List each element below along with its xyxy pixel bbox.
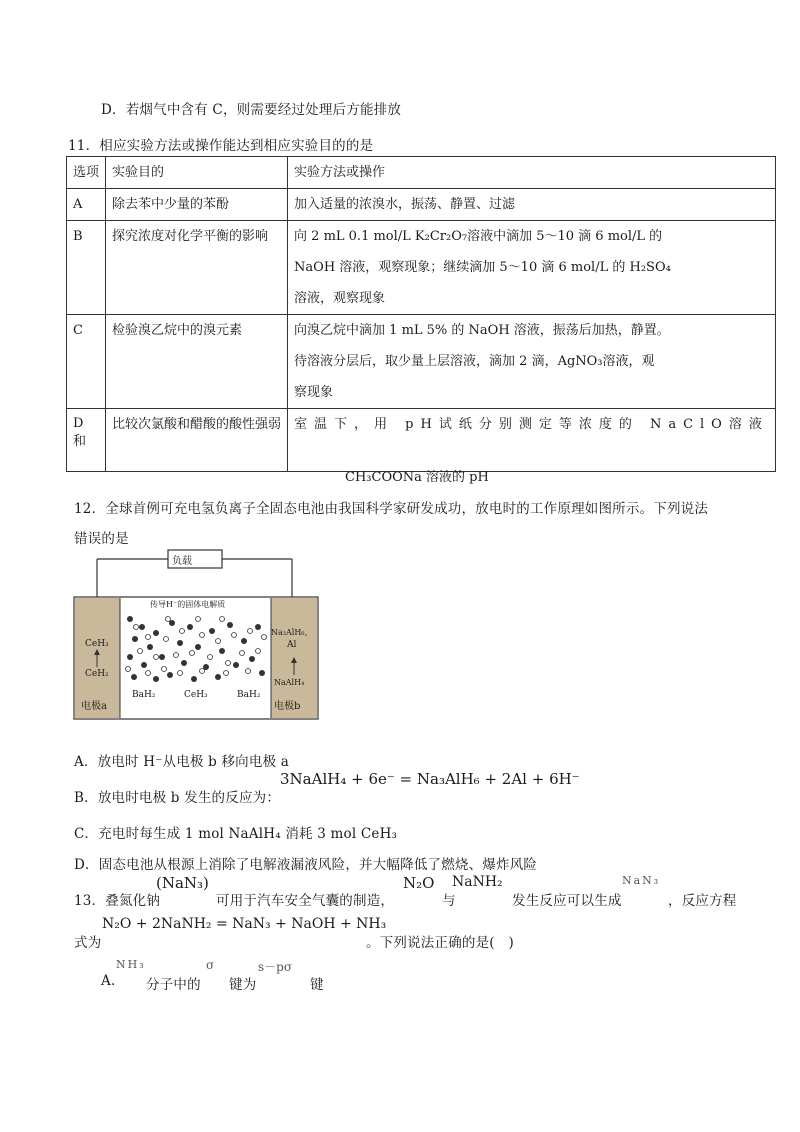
row-method-line: 加入适量的浓溴水，振荡、静置、过滤 <box>294 197 516 212</box>
q12-option-d: D．固态电池从根源上消除了电解液漏液风险，并大幅降低了燃烧、爆炸风险 <box>74 857 538 873</box>
left-bottom-label: CeH₂ <box>85 669 109 679</box>
left-top-label: CeH₃ <box>85 639 109 649</box>
q13-nan3: NaN₃ <box>622 874 661 887</box>
row-purpose: 除去苯中少量的苯酚 <box>112 197 230 212</box>
q13-text-2: 可用于汽车安全气囊的制造， <box>216 893 395 909</box>
q13-text-7: 。下列说法正确的是( ) <box>366 935 514 951</box>
battery-diagram <box>72 547 322 726</box>
electrolyte-label: 传导H⁻的固体电解质 <box>150 600 226 609</box>
q12-option-b-formula: 3NaAlH₄ + 6e⁻ = Na₃AlH₆ + 2Al + 6H⁻ <box>280 770 580 788</box>
q12-stem-line2: 错误的是 <box>74 531 129 547</box>
table-header-row <box>67 157 776 189</box>
header-purpose: 实验目的 <box>112 165 165 180</box>
table-row <box>67 221 776 315</box>
row-method-line: NaOH 溶液，观察现象；继续滴加 5～10 滴 6 mol/L 的 H₂SO₄ <box>294 260 671 275</box>
header-option: 选项 <box>73 165 100 180</box>
q11-overflow-text: CH₃COONa 溶液的 pH <box>345 470 489 485</box>
q13-nan3-paren: (NaN₃) <box>156 874 209 892</box>
row-method-line: 向溴乙烷中滴加 1 mL 5% 的 NaOH 溶液，振荡后加热，静置。 <box>294 323 670 338</box>
row-purpose: 比较次氯酸和醋酸的酸性强弱 <box>112 417 282 432</box>
q13-option-a-text3: 键 <box>310 977 324 993</box>
right-top2-label: Al <box>287 640 297 650</box>
q13-sp-sigma: s－pσ <box>258 960 293 974</box>
q13-option-a-text1: 分子中的 <box>146 977 201 993</box>
row-option: A <box>73 197 83 212</box>
q13-nh3: NH₃ <box>116 958 146 971</box>
row-method-line: 察现象 <box>294 385 334 400</box>
right-bottom-label: NaAlH₄ <box>274 678 305 687</box>
q12-option-c: C．充电时每生成 1 mol NaAlH₄ 消耗 3 mol CeH₃ <box>74 826 398 842</box>
right-top-label: Na₃AlH₆、 <box>271 628 313 637</box>
q13-n2o: N₂O <box>403 874 435 892</box>
q13-text-5: ，反应方程 <box>668 893 737 909</box>
row-option-extra: 和 <box>73 434 87 449</box>
q13-option-a-label: A. <box>101 973 116 989</box>
row-method-line: 溶液，观察现象 <box>294 291 386 306</box>
q11-table <box>66 156 776 472</box>
bottom-label-3: BaH₂ <box>237 690 261 700</box>
electrode-b-label: 电极b <box>274 701 301 712</box>
q11-stem: 11．相应实验方法或操作能达到相应实验目的的是 <box>68 138 374 154</box>
table-row <box>67 409 776 472</box>
row-purpose: 检验溴乙烷中的溴元素 <box>112 323 243 338</box>
row-option: D <box>73 416 84 431</box>
electrode-a-label: 电极a <box>81 701 107 712</box>
row-purpose: 探究浓度对化学平衡的影响 <box>112 229 269 244</box>
q13-sigma: σ <box>206 958 215 972</box>
load-label: 负载 <box>172 556 192 567</box>
q10-option-d: D．若烟气中含有 C，则需要经过处理后方能排放 <box>101 102 402 118</box>
q12-stem-line1: 12．全球首例可充电氢负离子全固态电池由我国科学家研发成功，放电时的工作原理如图所示。下列说法 <box>74 501 709 517</box>
table-row <box>67 189 776 221</box>
bottom-label-2: CeH₃ <box>184 690 208 700</box>
q12-option-a: A．放电时 H⁻从电极 b 移向电极 a <box>74 754 290 770</box>
row-method-line: 待溶液分层后，取少量上层溶液，滴加 2 滴，AgNO₃溶液，观 <box>294 354 655 369</box>
row-option: B <box>73 229 83 244</box>
q13-text-4: 发生反应可以生成 <box>512 893 622 909</box>
q13-text-3: 与 <box>442 893 456 909</box>
bottom-label-1: BaH₂ <box>132 690 156 700</box>
row-method-line: 向 2 mL 0.1 mol/L K₂Cr₂O₇溶液中滴加 5～10 滴 6 mol/L 的 <box>294 229 663 244</box>
table-row <box>67 315 776 409</box>
q13-text-1: 13．叠氮化钠 <box>74 893 161 909</box>
q13-nanh2: NaNH₂ <box>452 874 503 890</box>
q12-option-b: B．放电时电极 b 发生的反应为： <box>74 790 281 806</box>
q13-text-6: 式为 <box>74 935 102 951</box>
q13-equation: N₂O + 2NaNH₂ = NaN₃ + NaOH + NH₃ <box>102 916 387 932</box>
header-method: 实验方法或操作 <box>294 165 386 180</box>
row-method-line: 室温下，用 pH试纸分别测定等浓度的 NaClO溶液 <box>294 417 769 432</box>
q13-option-a-text2: 键为 <box>229 977 257 993</box>
row-option: C <box>73 323 83 338</box>
